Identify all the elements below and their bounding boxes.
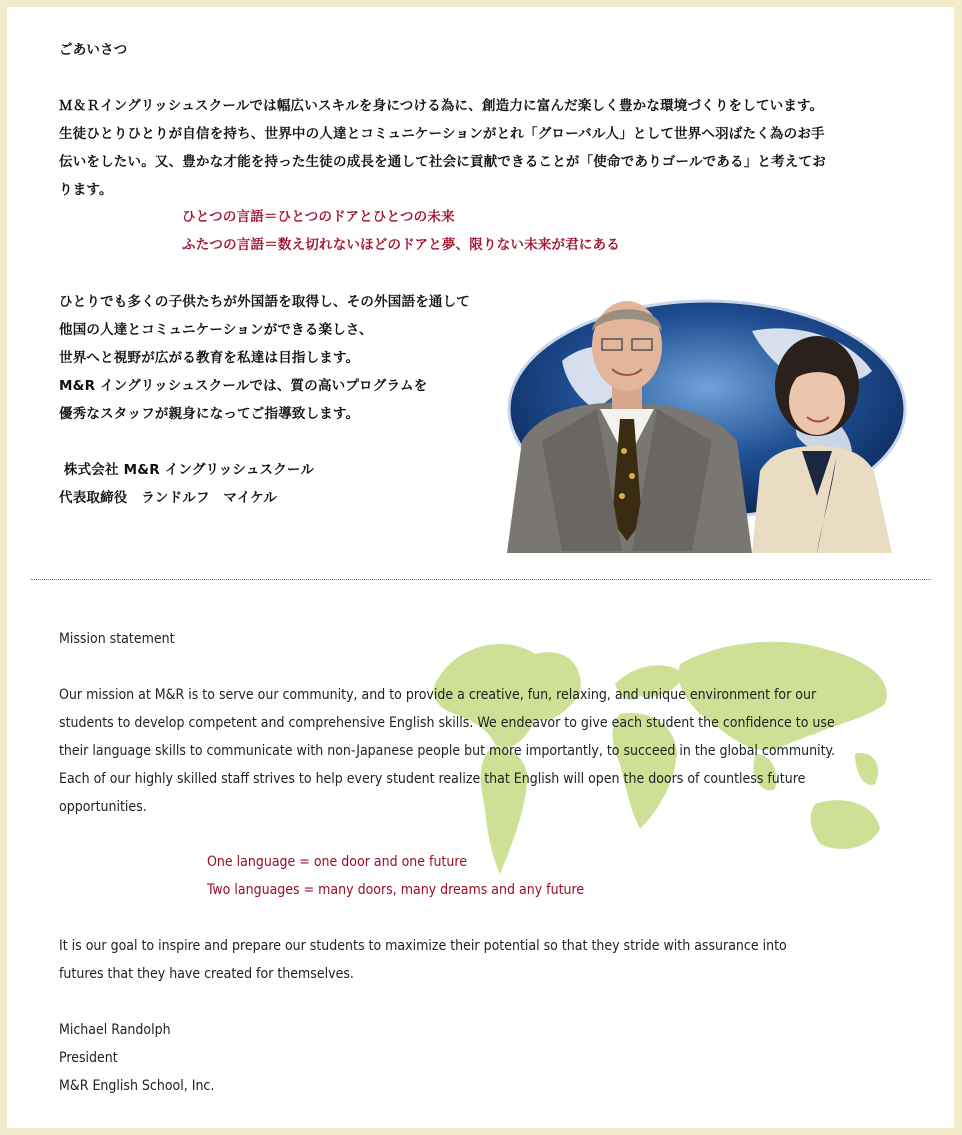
intro-line: ります。: [59, 182, 113, 198]
greeting-title: ごあいさつ: [59, 42, 128, 58]
signer-name: Michael Randolph: [59, 1022, 171, 1038]
english-motto: [207, 848, 584, 904]
mission-line: Each of our highly skilled staff strives to help every student realize that English will open the doors of countless future: [59, 771, 806, 787]
representative-name: 代表取締役 ランドルフ マイケル: [59, 490, 277, 506]
goal-paragraph: [59, 932, 909, 988]
goal-line: futures that they have created for themselves.: [59, 966, 354, 982]
japanese-motto: [182, 203, 620, 259]
intro-line: 生徒ひとりひとりが自信を持ち、世界中の人達とコミュニケーションがとれ「グローバル人」として世界へ羽ばたく為のお手: [59, 126, 825, 142]
motto-line: Two languages = many doors, many dreams and any future: [207, 882, 585, 898]
intro-line: Ｍ＆Ｒイングリッシュスクールでは幅広いスキルを身につける為に、創造力に富んだ楽しく豊かな環境づくりをしています。: [59, 98, 824, 114]
mission-line: students to develop competent and comprehensive English skills. We endeavor to give each student the confidence to use: [59, 715, 835, 731]
company-name: M&R English School, Inc.: [59, 1078, 215, 1094]
body-line: 世界へと視野が広がる教育を私達は目指します。: [59, 350, 360, 366]
section-divider: [31, 579, 931, 580]
japanese-signature: [59, 456, 314, 512]
motto-line: ふたつの言語＝数え切れないほどのドアと夢、限りない未来が君にある: [182, 237, 620, 253]
staff-photo: [502, 291, 910, 553]
greeting-intro-paragraph: [59, 92, 901, 204]
motto-line: ひとつの言語＝ひとつのドアとひとつの未来: [182, 209, 455, 225]
mission-title: Mission statement: [59, 631, 175, 647]
content-card: [7, 7, 954, 1128]
body-line: 他国の人達とコミュニケーションができる楽しさ、: [59, 322, 373, 338]
intro-line: 伝いをしたい。又、豊かな才能を持った生徒の成長を通して社会に貢献できることが「使命でありゴールである」と考えてお: [59, 154, 826, 170]
motto-line: One language = one door and one future: [207, 854, 467, 870]
greeting-body-paragraph: [59, 288, 519, 428]
mission-line: their language skills to communicate with non-Japanese people but more importantly, to succeed in the global community.: [59, 743, 835, 759]
mission-line: opportunities.: [59, 799, 147, 815]
body-line: 優秀なスタッフが親身になってご指導致します。: [59, 406, 360, 422]
goal-line: It is our goal to inspire and prepare our students to maximize their potential so that they stride with assurance into: [59, 938, 787, 954]
mission-paragraph: [59, 681, 909, 821]
english-signature: [59, 1016, 214, 1100]
mission-line: Our mission at M&R is to serve our community, and to provide a creative, fun, relaxing, and unique environment for our: [59, 687, 817, 703]
company-name: 株式会社 M&R イングリッシュスクール: [59, 462, 315, 478]
signer-title: President: [59, 1050, 118, 1066]
body-line: M&R イングリッシュスクールでは、質の高いプログラムを: [59, 378, 428, 394]
body-line: ひとりでも多くの子供たちが外国語を取得し、その外国語を通して: [59, 294, 470, 310]
